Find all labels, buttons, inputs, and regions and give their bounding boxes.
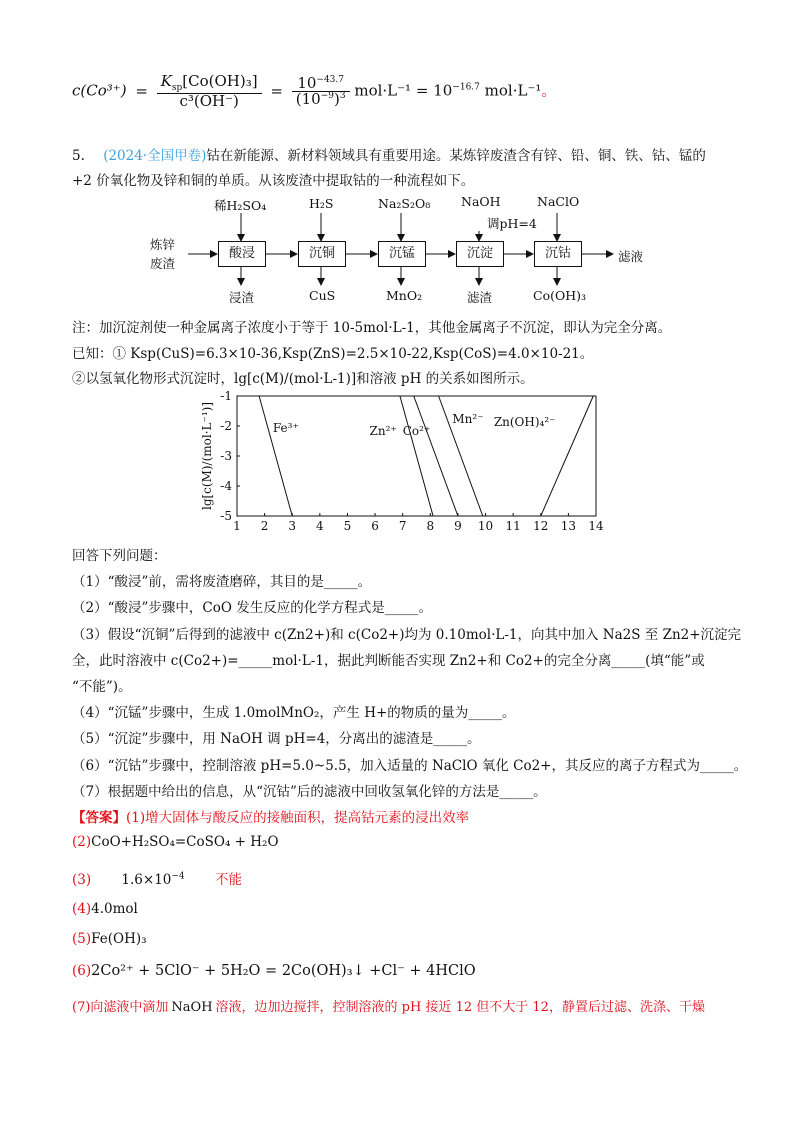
- series-label: Zn²⁺: [369, 424, 397, 438]
- formula-result-exp: −16.7: [452, 82, 480, 93]
- question-3-line-3: “不能”)。: [72, 679, 132, 695]
- reagent-naoh: NaOH: [461, 194, 501, 209]
- answer-3-value: 1.6×10: [121, 872, 172, 888]
- den2: (10: [295, 90, 321, 108]
- reagent-h2so4: 稀H₂SO₄: [214, 198, 267, 213]
- byproduct-filter-residue: 滤渣: [467, 290, 493, 305]
- question-source: (2024·全国甲卷): [103, 148, 207, 164]
- precipitation-chart: [200, 390, 620, 540]
- reagent-naclo: NaClO: [537, 194, 580, 209]
- answer-7-post: 溶液，边加边搅拌，控制溶液的 pH 接近 12 但不大于 12，静置后过滤、洗涤、干燥: [215, 1000, 705, 1015]
- num2-exp: −43.7: [316, 75, 344, 85]
- formula-period: 。: [541, 81, 557, 100]
- answer-1: [72, 806, 469, 826]
- series-line: [400, 396, 433, 516]
- series-label: Mn²⁻: [452, 412, 484, 426]
- x-tick-label: 7: [398, 519, 407, 533]
- y-tick-label: -2: [220, 419, 232, 433]
- x-tick-label: 3: [288, 519, 297, 533]
- y-tick-label: -1: [220, 389, 232, 403]
- byproduct-mno2: MnO₂: [386, 288, 423, 303]
- series-line: [259, 396, 292, 516]
- answer-1-text: (1)增大固体与酸反应的接触面积，提高钴元素的浸出效率: [126, 810, 470, 826]
- answer-3-exp: −4: [171, 871, 185, 882]
- flow-arrows: [0, 0, 800, 320]
- answer-label: 【答案】: [72, 810, 126, 826]
- answer-3-word: 不能: [214, 872, 242, 888]
- formula-denominator: c³(OH⁻): [179, 92, 239, 110]
- known-2: ②以氢氧化物形式沉淀时，lg[c(M)/(mol·L-1)]和溶液 pH 的关系如图所示。: [72, 371, 534, 387]
- question-7: （7）根据题中给出的信息，从“沉钴”后的滤液中回收氢氧化锌的方法是_____。: [72, 784, 547, 800]
- y-axis-label: lg[c(M)/(mol·L⁻¹)]: [200, 401, 214, 511]
- answer-7-reagent: NaOH: [171, 1000, 213, 1015]
- question-line-1: 钴在新能源、新材料领域具有重要用途。某炼锌废渣含有锌、铅、铜、铁、钴、锰的: [206, 148, 706, 164]
- y-tick-label: -3: [220, 449, 232, 463]
- answer-3: [72, 868, 242, 888]
- den2-close: ): [333, 90, 340, 108]
- flow-step-acid-leach: 酸浸: [218, 241, 266, 267]
- reagent-note-ph: 调pH=4: [487, 216, 537, 231]
- den2-exp: −9: [320, 91, 334, 101]
- answer-5: [72, 931, 147, 947]
- flow-step-precipitate: 沉淀: [456, 241, 504, 267]
- ksp-sub: sp: [171, 83, 183, 93]
- question-2: （2）“酸浸”步骤中，CoO 发生反应的化学方程式是_____。: [72, 600, 432, 616]
- x-tick-label: 14: [588, 519, 604, 533]
- formula-lhs: c(Co³⁺): [72, 81, 127, 100]
- flow-end-filtrate: 滤液: [618, 249, 644, 264]
- question-3-line-1: （3）假设“沉铜”后得到的滤液中 c(Zn2+)和 c(Co2+)均为 0.10mol·L-1，向其中加入 Na2S 至 Zn2+沉淀完: [72, 627, 742, 643]
- answer-2-num: (2): [72, 834, 92, 850]
- den2-pow: 3: [339, 91, 346, 101]
- x-tick-label: 13: [560, 519, 577, 533]
- equals-sign: =: [135, 81, 148, 100]
- question-1: （1）“酸浸”前，需将废渣磨碎，其目的是_____。: [72, 574, 372, 590]
- flow-step-manganese: 沉锰: [378, 241, 426, 267]
- y-tick-label: -4: [220, 479, 232, 493]
- question-6: （6）“沉钴”步骤中，控制溶液 pH=5.0~5.5，加入适量的 NaClO 氧化 Co2+，其反应的离子方程式为_____。: [72, 758, 748, 774]
- series-line: [541, 396, 593, 516]
- answer-6-text: 2Co²⁺ + 5ClO⁻ + 5H₂O = 2Co(OH)₃↓ +Cl⁻ + 4HClO: [91, 963, 476, 979]
- series-label: Zn(OH)₄²⁻: [493, 415, 556, 429]
- x-tick-label: 8: [426, 519, 435, 533]
- byproduct-cooh3: Co(OH)₃: [533, 288, 587, 303]
- flow-start-line-1: 炼锌: [150, 237, 176, 252]
- series-label: Fe³⁺: [272, 421, 299, 435]
- reagent-h2s: H₂S: [309, 196, 334, 211]
- note-text: 注：加沉淀剂使一种金属离子浓度小于等于 10-5mol·L-1，其他金属离子不沉淀，即认为完全分离。: [72, 320, 672, 336]
- answer-6: [72, 963, 476, 979]
- series-line: [414, 396, 458, 516]
- flow-step-cobalt: 沉钴: [534, 241, 582, 267]
- question-line-2: +2 价氧化物及锌和铜的单质。从该废渣中提取钴的一种流程如下。: [72, 173, 475, 189]
- y-tick-label: -5: [220, 509, 232, 523]
- x-tick-label: 10: [477, 519, 494, 533]
- answer-3-num: (3): [72, 872, 92, 888]
- flow-step-copper: 沉铜: [298, 241, 346, 267]
- flow-diagram: [0, 0, 800, 320]
- answer-2: [72, 834, 279, 850]
- formula-result: = 10: [415, 81, 453, 100]
- answer-5-text: Fe(OH)₃: [91, 931, 147, 947]
- x-tick-label: 1: [233, 519, 241, 533]
- reagent-na2s2o8: Na₂S₂O₈: [378, 196, 431, 211]
- answer-6-num: (6): [72, 963, 92, 979]
- question-4: （4）“沉锰”步骤中，生成 1.0molMnO₂，产生 H+的物质的量为_____。: [72, 705, 516, 721]
- answer-2-text: CoO+H₂SO₄=CoSO₄ + H₂O: [91, 834, 279, 850]
- x-tick-label: 4: [316, 519, 324, 533]
- x-tick-label: 2: [260, 519, 269, 533]
- answer-7-pre: (7)向滤液中滴加: [72, 1000, 169, 1015]
- question-number: 5.: [72, 148, 85, 164]
- num2: 10: [297, 74, 317, 92]
- ksp-symbol: K: [160, 72, 172, 90]
- question-3-line-2: 全，此时溶液中 c(Co2+)=_____mol·L-1，据此判断能否实现 Zn2+和 Co2+的完全分离_____(填“能”或: [72, 653, 705, 669]
- formula-unit: mol·L⁻¹: [354, 81, 412, 100]
- x-tick-label: 5: [343, 519, 352, 533]
- x-tick-label: 9: [454, 519, 462, 533]
- byproduct-cus: CuS: [309, 288, 336, 303]
- series-label: Co²⁺: [402, 424, 431, 438]
- x-tick-label: 6: [371, 519, 379, 533]
- x-tick-label: 12: [533, 519, 549, 533]
- answer-7: [72, 996, 705, 1015]
- answer-4-num: (4): [72, 901, 92, 917]
- equals-sign-2: =: [270, 81, 283, 100]
- ksp-arg: [Co(OH)₃]: [182, 72, 258, 90]
- answer-4: [72, 901, 138, 917]
- question-5: （5）“沉淀”步骤中，用 NaOH 调 pH=4，分离出的滤渣是_____。: [72, 731, 481, 747]
- formula-result-unit: mol·L⁻¹: [484, 81, 542, 100]
- known-1: 已知：① Ksp(CuS)=6.3×10-36,Ksp(ZnS)=2.5×10-22,Ksp(CoS)=4.0×10-21。: [72, 346, 594, 362]
- answer-4-text: 4.0mol: [91, 901, 138, 917]
- x-tick-label: 11: [505, 519, 521, 533]
- answer-prompt: 回答下列问题：: [72, 548, 167, 564]
- byproduct-residue: 浸渣: [229, 290, 255, 305]
- flow-start-line-2: 废渣: [150, 256, 176, 271]
- answer-5-num: (5): [72, 931, 92, 947]
